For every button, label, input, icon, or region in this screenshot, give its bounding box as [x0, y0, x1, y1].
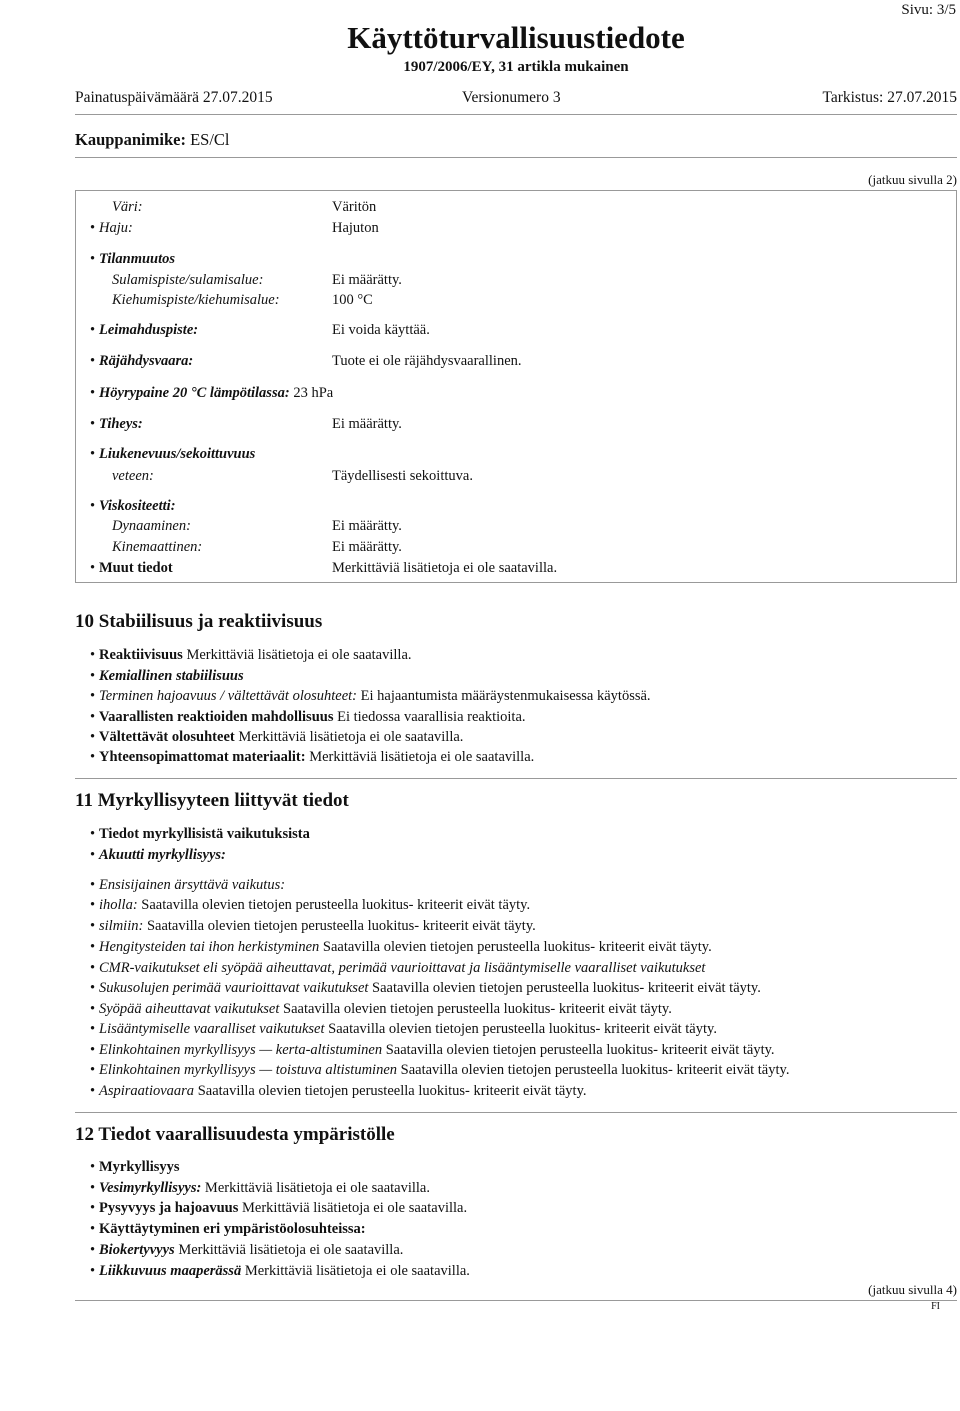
kinematic-label: Kinemaattinen: — [112, 539, 203, 555]
skin-value: Saatavilla olevien tietojen perusteella luokitus- kriteerit eivät täyty. — [141, 897, 531, 913]
persistence-line — [90, 1200, 467, 1217]
reproductive-value: Saatavilla olevien tietojen perusteella luokitus- kriteerit eivät täyty. — [328, 1021, 717, 1037]
reproductive-line — [90, 1021, 717, 1038]
toxicity-label: • Myrkyllisyys — [90, 1159, 180, 1176]
skin-line — [90, 897, 530, 914]
acute-toxicity-label: • Akuutti myrkyllisyys: — [90, 847, 226, 864]
mutagenicity-value: Saatavilla olevien tietojen perusteella luokitus- kriteerit eivät täyty. — [372, 980, 761, 996]
skin-label: iholla: — [99, 897, 138, 913]
page-number: Sivu: 3/5 — [901, 2, 956, 18]
solubility-label: • Liukenevuus/sekoittuvuus — [90, 446, 255, 463]
aspiration-value: Saatavilla olevien tietojen perusteella luokitus- kriteerit eivät täyty. — [197, 1083, 587, 1099]
sensitization-value: Saatavilla olevien tietojen perusteella luokitus- kriteerit eivät täyty. — [322, 939, 712, 955]
persistence-label: Pysyvyys ja hajoavuus — [99, 1200, 239, 1216]
other-value: Merkittäviä lisätietoja ei ole saatavilla. — [332, 560, 558, 576]
decomposition-label: Terminen hajoavuus / vältettävät olosuhteet: — [99, 688, 358, 704]
dynamic-label: Dynaaminen: — [112, 518, 191, 534]
persistence-value: Merkittäviä lisätietoja ei ole saatavilla. — [242, 1200, 468, 1216]
trade-name — [75, 130, 230, 150]
hazardous-reactions-value: Ei tiedossa vaarallisia reaktioita. — [337, 709, 526, 725]
aquatic-line — [90, 1180, 430, 1197]
bioaccumulation-label: Biokertyvyys — [99, 1242, 175, 1258]
incompatible-line — [90, 749, 534, 766]
reactivity-line — [90, 647, 412, 664]
document-subtitle: 1907/2006/EY, 31 artikla mukainen — [403, 59, 629, 75]
revision-date: Tarkistus: 27.07.2015 — [822, 89, 957, 106]
mutagenicity-line — [90, 980, 761, 997]
print-date: Painatuspäivämäärä 27.07.2015 — [75, 89, 273, 106]
decomposition-value: Ei hajaantumista määräystenmukaisessa käytössä. — [360, 688, 651, 704]
hazardous-reactions-label: Vaarallisten reaktioiden mahdollisuus — [99, 709, 334, 725]
stot-repeated-line — [90, 1062, 789, 1079]
melting-label: Sulamispiste/sulamisalue: — [112, 272, 264, 288]
section-11-divider — [75, 1112, 957, 1113]
mobility-line — [90, 1263, 470, 1280]
reproductive-label: Lisääntymiselle vaaralliset vaikutukset — [99, 1021, 325, 1037]
boiling-label: Kiehumispiste/kiehumisalue: — [112, 292, 280, 308]
color-value: Väritön — [332, 199, 377, 215]
explosion-value: Tuote ei ole räjähdysvaarallinen. — [332, 353, 522, 369]
flash-label: • Leimahduspiste: — [90, 322, 198, 339]
sensitization-line — [90, 939, 712, 956]
eyes-value: Saatavilla olevien tietojen perusteella luokitus- kriteerit eivät täyty. — [146, 918, 536, 934]
mutagenicity-label: Sukusolujen perimää vaurioittavat vaikutukset — [99, 980, 369, 996]
version-number: Versionumero 3 — [462, 89, 561, 106]
flash-value: Ei voida käyttää. — [332, 322, 430, 338]
carcinogenicity-line — [90, 1001, 672, 1018]
incompatible-value: Merkittäviä lisätietoja ei ole saatavilla. — [309, 749, 535, 765]
avoid-conditions-line — [90, 729, 463, 746]
avoid-conditions-label: Vältettävät olosuhteet — [99, 729, 235, 745]
cmr-label: • CMR-vaikutukset eli syöpää aiheuttavat, perimää vaurioittavat ja lisääntymiselle vaaralliset vaikutukset — [90, 960, 705, 977]
other-label: • Muut tiedot — [90, 560, 173, 577]
continued-from: (jatkuu sivulla 2) — [868, 172, 957, 187]
state-change-label: • Tilanmuutos — [90, 251, 175, 268]
reactivity-label: Reaktiivisuus — [99, 647, 183, 663]
viscosity-label: • Viskositeetti: — [90, 498, 176, 515]
section-11-title: 11 Myrkyllisyyteen liittyvät tiedot — [75, 790, 349, 811]
dynamic-value: Ei määrätty. — [332, 518, 402, 534]
density-value: Ei määrätty. — [332, 416, 402, 432]
eyes-line — [90, 918, 536, 935]
boiling-value: 100 °C — [332, 292, 373, 308]
section-12-title: 12 Tiedot vaarallisuudesta ympäristölle — [75, 1124, 395, 1145]
language-code: FI — [931, 1301, 940, 1312]
incompatible-label: Yhteensopimattomat materiaalit: — [99, 749, 306, 765]
explosion-label: • Räjähdysvaara: — [90, 353, 193, 370]
trade-name-divider — [75, 157, 957, 158]
aspiration-line — [90, 1083, 587, 1100]
aquatic-label: Vesimyrkyllisyys: — [99, 1180, 202, 1196]
kinematic-value: Ei määrätty. — [332, 539, 402, 555]
vapor-pressure — [90, 385, 333, 402]
bioaccumulation-value: Merkittäviä lisätietoja ei ole saatavilla. — [178, 1242, 404, 1258]
toxic-effects-label: • Tiedot myrkyllisistä vaikutuksista — [90, 826, 310, 843]
reactivity-value: Merkittäviä lisätietoja ei ole saatavilla. — [186, 647, 412, 663]
header-divider — [75, 114, 957, 115]
bioaccumulation-line — [90, 1242, 403, 1259]
hazardous-reactions-line — [90, 709, 526, 726]
water-value: Täydellisesti sekoittuva. — [332, 468, 473, 484]
decomposition-line — [90, 688, 651, 705]
section-10-divider — [75, 778, 957, 779]
footer-divider — [75, 1300, 957, 1301]
odor-value: Hajuton — [332, 220, 379, 236]
carcinogenicity-value: Saatavilla olevien tietojen perusteella luokitus- kriteerit eivät täyty. — [283, 1001, 672, 1017]
stability-label: • Kemiallinen stabiilisuus — [90, 668, 244, 685]
mobility-label: Liikkuvuus maaperässä — [99, 1263, 242, 1279]
density-label: • Tiheys: — [90, 416, 143, 433]
carcinogenicity-label: Syöpää aiheuttavat vaikutukset — [99, 1001, 280, 1017]
odor-label: • Haju: — [90, 220, 133, 237]
melting-value: Ei määrätty. — [332, 272, 402, 288]
aquatic-value: Merkittäviä lisätietoja ei ole saatavilla. — [204, 1180, 430, 1196]
behavior-label: • Käyttäytyminen eri ympäristöolosuhteissa: — [90, 1221, 366, 1238]
trade-name-label: Kauppanimike: — [75, 130, 186, 149]
stot-single-value: Saatavilla olevien tietojen perusteella luokitus- kriteerit eivät täyty. — [385, 1042, 775, 1058]
stot-repeated-value: Saatavilla olevien tietojen perusteella luokitus- kriteerit eivät täyty. — [400, 1062, 790, 1078]
vapor-label: Höyrypaine 20 °C lämpötilassa: — [99, 385, 290, 401]
avoid-conditions-value: Merkittäviä lisätietoja ei ole saatavilla. — [238, 729, 464, 745]
continued-to: (jatkuu sivulla 4) — [868, 1282, 957, 1297]
primary-irritation-label: • Ensisijainen ärsyttävä vaikutus: — [90, 877, 285, 894]
sensitization-label: Hengitysteiden tai ihon herkistyminen — [99, 939, 320, 955]
eyes-label: silmiin: — [99, 918, 144, 934]
stot-repeated-label: Elinkohtainen myrkyllisyys — toistuva altistuminen — [99, 1062, 398, 1078]
mobility-value: Merkittäviä lisätietoja ei ole saatavilla. — [244, 1263, 470, 1279]
aspiration-label: Aspiraatiovaara — [99, 1083, 195, 1099]
section-10-title: 10 Stabiilisuus ja reaktiivisuus — [75, 611, 323, 632]
vapor-value: 23 hPa — [293, 385, 334, 401]
color-label: Väri: — [112, 199, 143, 215]
water-label: veteen: — [112, 468, 154, 484]
stot-single-line — [90, 1042, 775, 1059]
document-title: Käyttöturvallisuustiedote — [347, 20, 685, 55]
stot-single-label: Elinkohtainen myrkyllisyys — kerta-altistuminen — [99, 1042, 383, 1058]
trade-name-value: ES/Cl — [190, 130, 230, 149]
